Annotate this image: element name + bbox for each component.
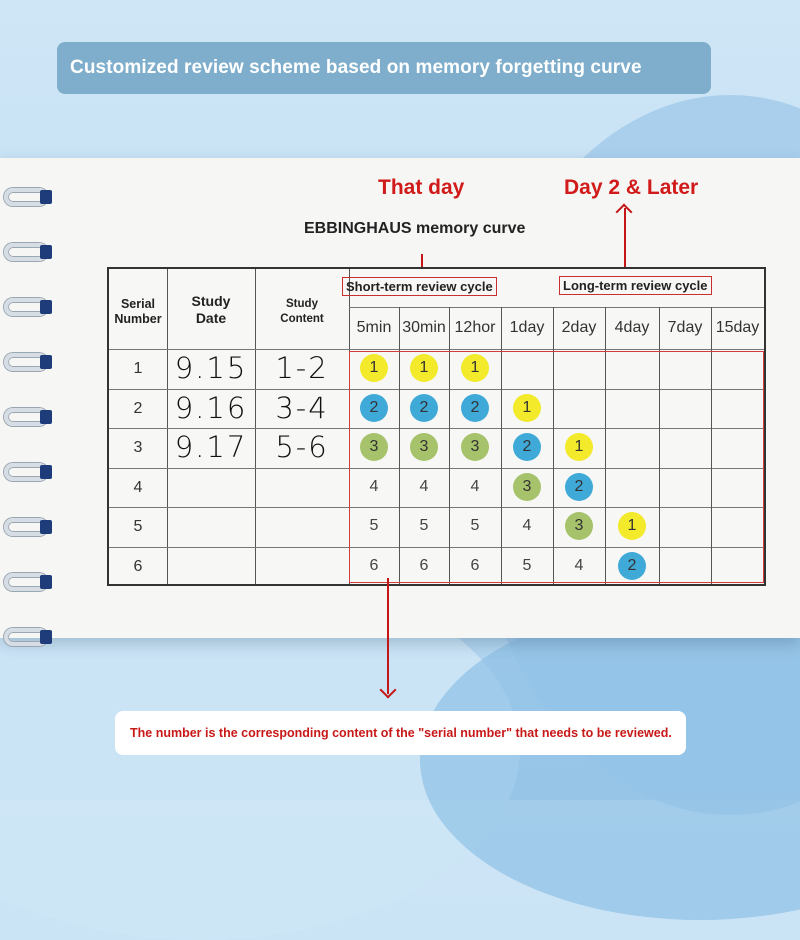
review-marker-blue: 2 xyxy=(410,394,438,422)
header-line: Serial xyxy=(120,297,156,311)
binding-ring-hole xyxy=(40,520,52,534)
review-marker-yellow: 1 xyxy=(513,394,541,422)
review-marker-yellow: 1 xyxy=(461,354,489,382)
review-marker-blue: 2 xyxy=(618,552,646,580)
header-line: Study xyxy=(286,298,318,310)
review-area-highlight xyxy=(349,351,764,583)
note-text: The number is the corresponding content of the "serial number" that needs to be reviewed. xyxy=(130,726,672,740)
serial-number-cell: 5 xyxy=(133,518,143,535)
binding-ring-hole xyxy=(40,465,52,479)
that-day-label: That day xyxy=(378,176,465,199)
review-marker-yellow: 1 xyxy=(565,433,593,461)
review-number: 5 xyxy=(522,556,532,574)
review-number: 6 xyxy=(369,556,379,574)
study-content-header xyxy=(255,297,349,327)
review-number: 5 xyxy=(369,517,379,534)
review-marker-blue: 2 xyxy=(461,394,489,422)
review-marker-green: 3 xyxy=(360,433,388,461)
study-content-cell: 3-4 xyxy=(275,390,329,425)
banner-title: Customized review scheme based on memory forgetting curve xyxy=(70,57,642,78)
binding-ring-hole xyxy=(40,630,52,644)
study-content-cell: 1-2 xyxy=(275,351,329,385)
review-number: 4 xyxy=(419,477,429,495)
serial-number-cell: 3 xyxy=(133,439,143,456)
background-blob xyxy=(420,600,800,920)
study-date-header xyxy=(167,293,255,327)
row-divider xyxy=(349,307,764,308)
serial-number-header xyxy=(109,297,167,327)
header-line: Study xyxy=(191,293,231,309)
review-marker-green: 3 xyxy=(461,433,489,461)
interval-header: 1day xyxy=(509,319,545,336)
serial-number-cell: 1 xyxy=(133,360,143,377)
review-marker-green: 3 xyxy=(513,473,541,501)
review-marker-green: 3 xyxy=(565,512,593,540)
interval-header: 4day xyxy=(614,319,650,336)
arrow-up-icon xyxy=(624,208,626,270)
binding-ring-hole xyxy=(40,575,52,589)
review-marker-yellow: 1 xyxy=(360,354,388,382)
study-date-cell: 9.16 xyxy=(174,390,248,425)
row-divider xyxy=(109,349,764,350)
short-term-cycle-label: Short-term review cycle xyxy=(342,277,497,296)
spiral-binding xyxy=(0,188,60,628)
binding-ring-hole xyxy=(40,410,52,424)
header-line: Content xyxy=(280,313,324,325)
binding-ring-hole xyxy=(40,190,52,204)
arrow-down-icon xyxy=(387,578,389,694)
review-number: 5 xyxy=(419,517,429,534)
review-marker-blue: 2 xyxy=(565,473,593,501)
binding-ring-hole xyxy=(40,300,52,314)
serial-number-cell: 2 xyxy=(133,399,143,417)
day2-later-label: Day 2 & Later xyxy=(564,176,699,199)
study-content-cell: 5-6 xyxy=(275,430,329,464)
review-number: 6 xyxy=(419,556,429,574)
header-line: Number xyxy=(114,312,162,326)
header-line: Date xyxy=(195,310,227,326)
review-marker-yellow: 1 xyxy=(410,354,438,382)
review-table xyxy=(107,267,766,586)
study-date-cell: 9.17 xyxy=(174,430,248,464)
review-number: 5 xyxy=(470,517,480,534)
study-date-cell: 9.15 xyxy=(174,351,248,385)
review-marker-blue: 2 xyxy=(360,394,388,422)
interval-header: 15day xyxy=(715,319,760,336)
interval-header: 5min xyxy=(356,319,392,336)
review-number: 4 xyxy=(574,556,584,574)
interval-header: 12hor xyxy=(454,319,496,336)
interval-header: 30min xyxy=(402,319,446,336)
title-banner xyxy=(57,42,711,94)
interval-header: 2day xyxy=(561,319,597,336)
long-term-cycle-label: Long-term review cycle xyxy=(559,276,712,295)
review-number: 6 xyxy=(470,556,480,574)
review-marker-blue: 2 xyxy=(513,433,541,461)
explanation-note xyxy=(115,711,686,755)
review-number: 4 xyxy=(470,477,480,495)
review-marker-green: 3 xyxy=(410,433,438,461)
review-marker-yellow: 1 xyxy=(618,512,646,540)
binding-ring-hole xyxy=(40,245,52,259)
interval-header: 7day xyxy=(667,319,703,336)
binding-ring-hole xyxy=(40,355,52,369)
review-number: 4 xyxy=(522,517,532,534)
serial-number-cell: 6 xyxy=(133,557,143,575)
curve-title: EBBINGHAUS memory curve xyxy=(304,220,526,237)
serial-number-cell: 4 xyxy=(133,478,143,496)
review-number: 4 xyxy=(369,477,379,495)
